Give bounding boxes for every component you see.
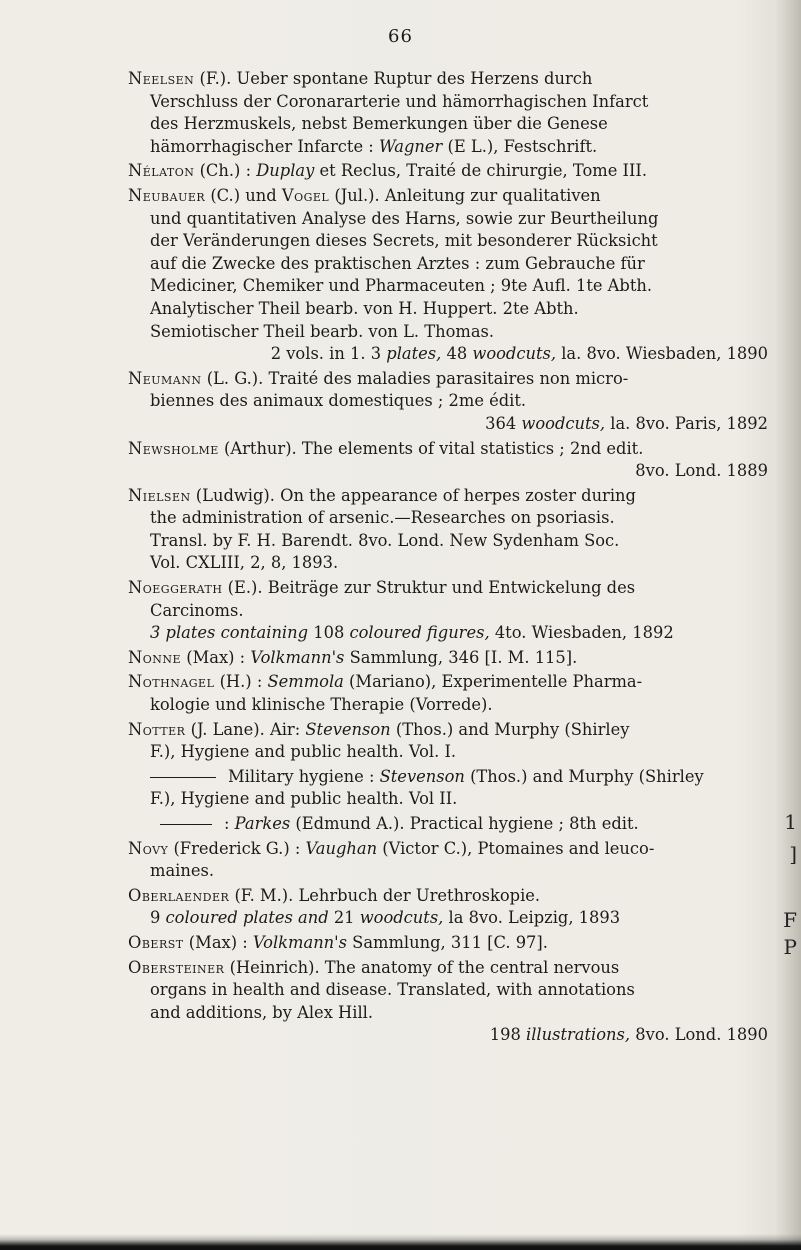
entry-text: (Thos.) and Murphy (Shirley <box>464 766 704 786</box>
entry-italic: Stevenson <box>379 766 465 786</box>
imprint-text: 8vo. Lond. 1890 <box>630 1025 768 1045</box>
imprint-text: 2 vols. in 1. 3 <box>270 344 387 364</box>
entry-italic: Vaughan <box>305 838 378 858</box>
imprint-italic: illustrations, <box>526 1025 631 1045</box>
entry-author: Vogel <box>281 185 330 205</box>
entry-text: (L. G.). Traité des maladies parasitaires non micro- <box>201 368 629 388</box>
entry-imprint <box>128 343 768 366</box>
entry-line: Semiotischer Theil bearb. von L. Thomas. <box>150 321 495 341</box>
bibliography-list <box>128 68 768 1049</box>
entry-author: Notter <box>128 719 186 739</box>
page-gutter-shadow <box>773 0 801 1250</box>
entry-text: (Max) : <box>183 932 253 952</box>
entry-text: la 8vo. Leipzig, 1893 <box>443 908 621 928</box>
entry-text: (Ludwig). On the appearance of herpes zoster during <box>190 485 636 505</box>
entry-line: Carcinoms. <box>150 600 244 620</box>
entry-imprint <box>128 413 768 436</box>
entry-noeggerath <box>128 577 768 645</box>
entry-neelsen <box>128 68 768 158</box>
entry-text: 4to. Wiesbaden, 1892 <box>489 623 674 643</box>
margin-fragment: F <box>783 908 797 932</box>
margin-fragment: ] <box>789 842 797 866</box>
entry-text: (C.) und <box>205 185 282 205</box>
entry-author: Neelsen <box>128 69 195 88</box>
entry-text: (Ch.) : <box>194 161 257 181</box>
imprint-text: la. 8vo. Wiesbaden, 1890 <box>556 344 768 364</box>
margin-fragment: 1 <box>784 810 797 834</box>
entry-nielsen <box>128 485 768 575</box>
entry-text: (H.) : <box>214 672 268 692</box>
entry-line: and additions, by Alex Hill. <box>150 1002 374 1022</box>
imprint-italic: plates, <box>386 344 442 364</box>
entry-text: 9 <box>150 908 166 928</box>
entry-italic: woodcuts, <box>359 908 444 928</box>
adjacent-page-fragments <box>783 0 797 1250</box>
entry-italic: coloured figures, <box>349 623 490 643</box>
entry-italic: coloured plates and <box>165 908 329 928</box>
entry-notter-military <box>128 766 768 811</box>
entry-line: Transl. by F. H. Barendt. 8vo. Lond. New Sydenham Soc. <box>150 530 620 550</box>
entry-line: Verschluss der Coronararterie und hämorrhagischen Infarct <box>150 91 649 111</box>
entry-italic: Volkmann's <box>252 932 347 952</box>
entry-text: (Edmund A.). Practical hygiene ; 8th edit. <box>290 814 639 833</box>
entry-text: et Reclus, Traité de chirurgie, Tome III. <box>314 161 648 181</box>
entry-text: (F. M.). Lehrbuch der Urethroskopie. <box>229 885 541 905</box>
entry-text: (Mariano), Experimentelle Pharma- <box>343 672 643 692</box>
entry-author: Newsholme <box>128 438 219 458</box>
entry-italic: Duplay <box>256 161 315 181</box>
entry-text: (Max) : <box>181 647 251 667</box>
entry-line: auf die Zwecke des praktischen Arztes : zum Gebrauche für <box>150 253 645 273</box>
entry-author: Oberlaender <box>128 885 230 905</box>
entry-oberlaender <box>128 885 768 930</box>
entry-line: des Herzmuskels, nebst Bemerkungen über die Genese <box>150 114 608 134</box>
entry-text: (Frederick G.) : <box>168 838 306 858</box>
entry-text: : <box>224 814 235 833</box>
imprint-italic: woodcuts, <box>521 413 606 433</box>
entry-imprint <box>128 1024 768 1047</box>
entry-nelaton <box>128 160 768 183</box>
imprint-italic: woodcuts, <box>472 344 557 364</box>
entry-line: the administration of arsenic.—Researches on psoriasis. <box>150 508 615 528</box>
entry-line: F.), Hygiene and public health. Vol. I. <box>150 742 457 762</box>
entry-line: hämorrhagischer Infarcte : <box>150 136 379 156</box>
entry-line: kologie und klinische Therapie (Vorrede). <box>150 695 493 715</box>
entry-imprint: 8vo. Lond. 1889 <box>635 461 768 481</box>
entry-author: Obersteiner <box>128 957 225 977</box>
entry-author: Novy <box>128 838 169 858</box>
entry-text: 108 <box>308 623 350 643</box>
entry-nonne <box>128 647 768 670</box>
entry-notter-parkes <box>128 813 768 836</box>
entry-line: Analytischer Theil bearb. von H. Huppert. 2te Abth. <box>150 298 579 318</box>
entry-line: organs in health and disease. Translated, with annotations <box>150 980 635 1000</box>
entry-obersteiner <box>128 957 768 1047</box>
entry-oberst <box>128 932 768 955</box>
entry-italic: Stevenson <box>305 719 391 739</box>
entry-author: Nothnagel <box>128 672 215 692</box>
entry-italic: Wagner <box>378 136 443 156</box>
margin-fragment: P <box>783 935 797 959</box>
entry-notter <box>128 719 768 764</box>
entry-italic: 3 plates containing <box>150 623 309 643</box>
entry-text: (J. Lane). Air: <box>185 719 306 739</box>
entry-author: Oberst <box>128 932 184 952</box>
page-number: 66 <box>388 26 413 47</box>
entry-text: (Arthur). The elements of vital statistics ; 2nd edit. <box>218 438 644 458</box>
entry-text: (F.). Ueber spontane Ruptur des Herzens durch <box>194 69 593 88</box>
entry-author: Nielsen <box>128 485 191 505</box>
entry-line: der Veränderungen dieses Secrets, mit besonderer Rücksicht <box>150 231 658 251</box>
entry-neumann <box>128 368 768 436</box>
entry-author: Nonne <box>128 647 182 667</box>
imprint-text: 48 <box>441 344 473 364</box>
entry-line: Vol. CXLIII, 2, 8, 1893. <box>150 553 339 573</box>
entry-text: Sammlung, 311 [C. 97]. <box>347 932 548 952</box>
entry-neubauer <box>128 185 768 366</box>
entry-text: (Heinrich). The anatomy of the central nervous <box>224 957 620 977</box>
entry-line: maines. <box>150 861 215 881</box>
entry-author: Neubauer <box>128 185 206 205</box>
entry-line: F.), Hygiene and public health. Vol II. <box>150 789 458 809</box>
entry-line: und quantitativen Analyse des Harns, sowie zur Beurtheilung <box>150 208 659 228</box>
ditto-rule <box>150 777 216 778</box>
entry-newsholme <box>128 438 768 483</box>
entry-author: Noeggerath <box>128 578 223 598</box>
imprint-text: la. 8vo. Paris, 1892 <box>605 413 768 433</box>
page-bottom-edge <box>0 1234 801 1250</box>
entry-text: Military hygiene : <box>228 766 380 786</box>
entry-text: (Victor C.), Ptomaines and leuco- <box>377 838 655 858</box>
imprint-text: 364 <box>485 413 522 433</box>
entry-text: Sammlung, 346 [I. M. 115]. <box>344 647 578 667</box>
entry-text: (E.). Beiträge zur Struktur und Entwickelung des <box>222 578 636 598</box>
imprint-text: 198 <box>489 1025 527 1045</box>
entry-line: Mediciner, Chemiker und Pharmaceuten ; 9te Aufl. 1te Abth. <box>150 276 653 296</box>
entry-text: (E L.), Festschrift. <box>442 136 598 156</box>
entry-novy <box>128 838 768 883</box>
entry-italic: Volkmann's <box>250 647 345 667</box>
entry-text: 21 <box>328 908 360 928</box>
entry-text: (Jul.). Anleitung zur qualitativen <box>329 185 601 205</box>
entry-author: Neumann <box>128 368 202 388</box>
entry-italic: Parkes <box>234 814 291 833</box>
entry-line: biennes des animaux domestiques ; 2me édit. <box>150 391 527 411</box>
entry-author: Nélaton <box>128 161 195 181</box>
entry-nothnagel <box>128 671 768 716</box>
entry-italic: Semmola <box>267 672 344 692</box>
entry-text: (Thos.) and Murphy (Shirley <box>390 719 630 739</box>
ditto-rule <box>160 824 212 825</box>
